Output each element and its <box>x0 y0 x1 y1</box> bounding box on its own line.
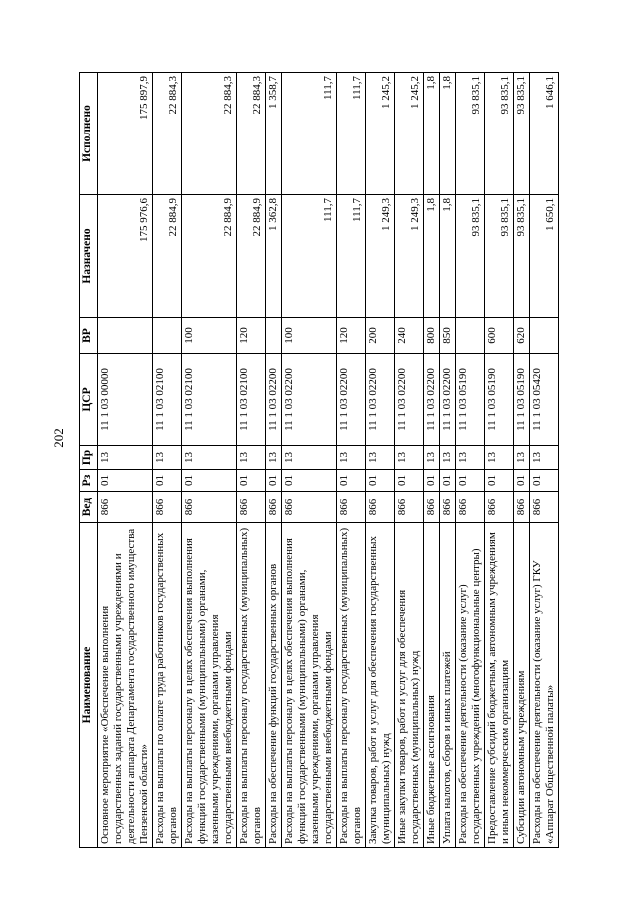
budget-table <box>79 72 559 848</box>
header-vr: ВР <box>80 318 98 354</box>
table-row <box>530 73 559 848</box>
table-row <box>153 73 182 848</box>
header-executed: Исполнено <box>80 73 98 195</box>
cell-ved: 866 <box>424 492 440 523</box>
cell-pr: 13 <box>530 446 559 470</box>
cell-assigned: 22 884,9 <box>153 195 182 318</box>
cell-pr: 13 <box>395 446 424 470</box>
header-rz: Рз <box>80 470 98 492</box>
cell-pr: 13 <box>182 446 237 470</box>
cell-csr: 11 1 03 02100 <box>153 354 182 446</box>
table-row <box>366 73 395 848</box>
cell-assigned: 93 835,1 <box>485 195 514 318</box>
cell-executed: 1 646,1 <box>530 73 559 195</box>
cell-csr: 11 1 03 05190 <box>485 354 514 446</box>
cell-assigned: 93 835,1 <box>514 195 530 318</box>
cell-executed: 111,7 <box>282 73 337 195</box>
cell-ved: 866 <box>366 492 395 523</box>
cell-assigned: 111,7 <box>337 195 366 318</box>
cell-ved: 866 <box>440 492 456 523</box>
cell-rz: 01 <box>514 470 530 492</box>
cell-name: Закупка товаров, работ и услуг для обеспечения государственных (муниципальных) нужд <box>366 523 395 848</box>
cell-pr: 13 <box>366 446 395 470</box>
cell-pr: 13 <box>485 446 514 470</box>
cell-pr: 13 <box>153 446 182 470</box>
cell-vr: 100 <box>182 318 237 354</box>
table-row <box>440 73 456 848</box>
cell-vr <box>456 318 485 354</box>
cell-rz: 01 <box>440 470 456 492</box>
cell-ved: 866 <box>237 492 266 523</box>
cell-assigned: 175 976,6 <box>98 195 153 318</box>
cell-csr: 11 1 03 02100 <box>182 354 237 446</box>
header-csr: ЦСР <box>80 354 98 446</box>
rotated-page <box>79 73 629 848</box>
cell-csr: 11 1 03 02200 <box>395 354 424 446</box>
cell-pr: 13 <box>440 446 456 470</box>
cell-vr: 100 <box>282 318 337 354</box>
cell-assigned: 1 249,3 <box>395 195 424 318</box>
cell-ved: 866 <box>337 492 366 523</box>
cell-name: Расходы на обеспечение деятельности (оказание услуг) ГКУ «Аппарат Общественной палаты» <box>530 523 559 848</box>
cell-name: Основное мероприятие «Обеспечение выполнения государственных заданий государственными учреждениями и деятельности аппарата Департамента государственного имущества Пензенской области» <box>98 523 153 848</box>
cell-rz: 01 <box>530 470 559 492</box>
cell-vr <box>530 318 559 354</box>
cell-csr: 11 1 03 02200 <box>337 354 366 446</box>
cell-executed: 1 245,2 <box>395 73 424 195</box>
cell-assigned: 1,8 <box>440 195 456 318</box>
cell-vr: 120 <box>237 318 266 354</box>
cell-vr <box>153 318 182 354</box>
cell-csr: 11 1 03 05190 <box>456 354 485 446</box>
table-body <box>98 73 559 848</box>
table-row <box>456 73 485 848</box>
cell-csr: 11 1 03 05420 <box>530 354 559 446</box>
cell-name: Предоставление субсидий бюджетным, автономным учреждениям и иным некоммерческим организациям <box>485 523 514 848</box>
cell-executed: 22 884,3 <box>237 73 266 195</box>
cell-executed: 111,7 <box>337 73 366 195</box>
cell-ved: 866 <box>485 492 514 523</box>
cell-ved: 866 <box>530 492 559 523</box>
cell-executed: 93 835,1 <box>514 73 530 195</box>
cell-assigned: 1,8 <box>424 195 440 318</box>
table-row <box>282 73 337 848</box>
cell-assigned: 111,7 <box>282 195 337 318</box>
cell-csr: 11 1 03 02200 <box>282 354 337 446</box>
cell-pr: 13 <box>337 446 366 470</box>
cell-pr: 13 <box>424 446 440 470</box>
cell-name: Уплата налогов, сборов и иных платежей <box>440 523 456 848</box>
cell-pr: 13 <box>456 446 485 470</box>
cell-vr: 120 <box>337 318 366 354</box>
cell-executed: 1,8 <box>424 73 440 195</box>
header-ved: Вед <box>80 492 98 523</box>
cell-ved: 866 <box>395 492 424 523</box>
table-header-row <box>80 73 98 848</box>
cell-name: Расходы на выплаты персоналу государственных (муниципальных) органов <box>337 523 366 848</box>
cell-ved: 866 <box>514 492 530 523</box>
cell-csr: 11 1 03 00000 <box>98 354 153 446</box>
table-row <box>514 73 530 848</box>
cell-rz: 01 <box>182 470 237 492</box>
table-row <box>395 73 424 848</box>
cell-assigned: 1 362,8 <box>266 195 282 318</box>
cell-pr: 13 <box>514 446 530 470</box>
cell-executed: 1 358,7 <box>266 73 282 195</box>
cell-ved: 866 <box>282 492 337 523</box>
cell-rz: 01 <box>395 470 424 492</box>
cell-rz: 01 <box>282 470 337 492</box>
cell-ved: 866 <box>266 492 282 523</box>
cell-vr: 800 <box>424 318 440 354</box>
cell-executed: 22 884,3 <box>182 73 237 195</box>
table-row <box>182 73 237 848</box>
cell-name: Расходы на выплаты персоналу государственных (муниципальных) органов <box>237 523 266 848</box>
cell-rz: 01 <box>237 470 266 492</box>
table-row <box>98 73 153 848</box>
header-pr: Пр <box>80 446 98 470</box>
cell-executed: 1 245,2 <box>366 73 395 195</box>
cell-vr <box>266 318 282 354</box>
cell-pr: 13 <box>98 446 153 470</box>
cell-csr: 11 1 03 02200 <box>266 354 282 446</box>
cell-name: Субсидии автономным учреждениям <box>514 523 530 848</box>
cell-executed: 22 884,3 <box>153 73 182 195</box>
cell-name: Расходы на выплаты персоналу в целях обеспечения выполнения функций государственными (муниципальными) органами, казенными учреждениями, органами управления государственными внебюджетными фондами <box>282 523 337 848</box>
page-number: 202 <box>51 428 66 448</box>
cell-rz: 01 <box>485 470 514 492</box>
cell-rz: 01 <box>424 470 440 492</box>
cell-executed: 93 835,1 <box>456 73 485 195</box>
cell-csr: 11 1 03 02200 <box>366 354 395 446</box>
cell-name: Расходы на выплаты по оплате труда работников государственных органов <box>153 523 182 848</box>
cell-ved: 866 <box>98 492 153 523</box>
cell-vr: 200 <box>366 318 395 354</box>
cell-name: Расходы на выплаты персоналу в целях обеспечения выполнения функций государственными (муниципальными) органами, казенными учреждениями, органами управления государственными внебюджетными фондами <box>182 523 237 848</box>
cell-pr: 13 <box>282 446 337 470</box>
cell-csr: 11 1 03 05190 <box>514 354 530 446</box>
cell-pr: 13 <box>266 446 282 470</box>
cell-rz: 01 <box>153 470 182 492</box>
cell-csr: 11 1 03 02100 <box>237 354 266 446</box>
cell-vr: 850 <box>440 318 456 354</box>
cell-ved: 866 <box>153 492 182 523</box>
cell-executed: 175 897,9 <box>98 73 153 195</box>
cell-name: Расходы на обеспечение деятельности (оказание услуг) государственных учреждений (многофункциональные центры) <box>456 523 485 848</box>
header-name: Наименование <box>80 523 98 848</box>
cell-vr: 620 <box>514 318 530 354</box>
cell-pr: 13 <box>237 446 266 470</box>
cell-assigned: 22 884,9 <box>182 195 237 318</box>
cell-name: Иные бюджетные ассигнования <box>424 523 440 848</box>
header-assigned: Назначено <box>80 195 98 318</box>
table-row <box>337 73 366 848</box>
table-row <box>266 73 282 848</box>
cell-executed: 1,8 <box>440 73 456 195</box>
cell-rz: 01 <box>266 470 282 492</box>
table-row <box>424 73 440 848</box>
cell-assigned: 22 884,9 <box>237 195 266 318</box>
cell-rz: 01 <box>337 470 366 492</box>
cell-name: Иные закупки товаров, работ и услуг для обеспечения государственных (муниципальных) нужд <box>395 523 424 848</box>
cell-name: Расходы на обеспечение функций государственных органов <box>266 523 282 848</box>
cell-vr: 600 <box>485 318 514 354</box>
cell-ved: 866 <box>456 492 485 523</box>
table-row <box>237 73 266 848</box>
cell-executed: 93 835,1 <box>485 73 514 195</box>
cell-rz: 01 <box>456 470 485 492</box>
cell-assigned: 1 249,3 <box>366 195 395 318</box>
cell-vr: 240 <box>395 318 424 354</box>
cell-csr: 11 1 03 02200 <box>440 354 456 446</box>
table-row <box>485 73 514 848</box>
cell-assigned: 1 650,1 <box>530 195 559 318</box>
cell-vr <box>98 318 153 354</box>
cell-assigned: 93 835,1 <box>456 195 485 318</box>
cell-rz: 01 <box>98 470 153 492</box>
cell-ved: 866 <box>182 492 237 523</box>
cell-rz: 01 <box>366 470 395 492</box>
cell-csr: 11 1 03 02200 <box>424 354 440 446</box>
